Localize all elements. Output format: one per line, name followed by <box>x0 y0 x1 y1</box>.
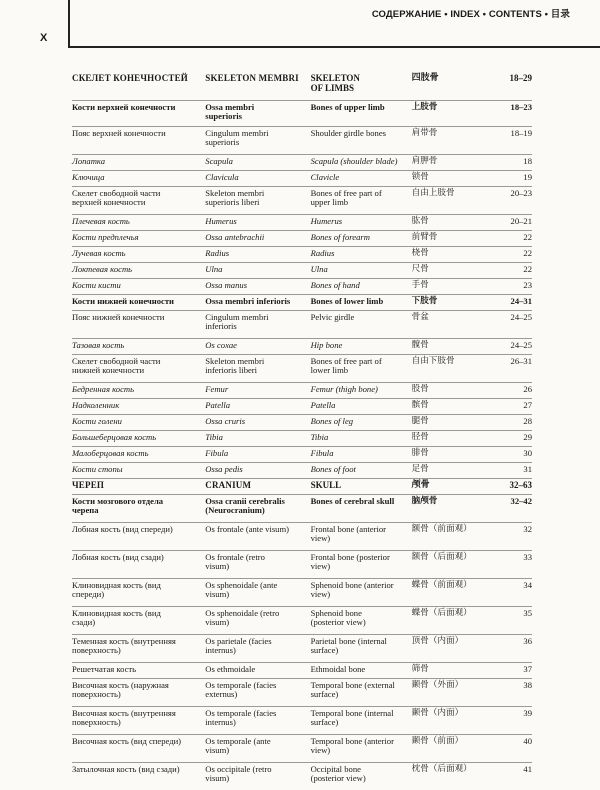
contents-row <box>72 398 532 414</box>
page-range: 36 <box>489 634 532 662</box>
latin-title: Humerus <box>205 214 310 230</box>
russian-title: Лучевая кость <box>72 246 205 262</box>
page-range: 22 <box>489 262 532 278</box>
english-title: Bones of foot <box>311 462 412 478</box>
contents-row <box>72 430 532 446</box>
russian-title: Малоберцовая кость <box>72 446 205 462</box>
english-title: Temporal bone (anterior view) <box>311 734 412 762</box>
english-title: Humerus <box>311 214 412 230</box>
latin-title: Cingulum membri inferioris <box>205 310 310 338</box>
russian-title: Надколенник <box>72 398 205 414</box>
english-title: Temporal bone (external surface) <box>311 678 412 706</box>
english-title: Hip bone <box>311 338 412 354</box>
chinese-title: 筛骨 <box>412 662 489 678</box>
chinese-title: 足骨 <box>412 462 489 478</box>
chinese-title: 前臂骨 <box>412 230 489 246</box>
chinese-title: 颅骨 <box>412 478 489 494</box>
chinese-title: 髋骨 <box>412 338 489 354</box>
header-rule <box>68 46 600 48</box>
latin-title: Scapula <box>205 154 310 170</box>
page-range: 19 <box>489 170 532 186</box>
chinese-title: 自由上肢骨 <box>412 186 489 214</box>
contents-row <box>72 126 532 154</box>
contents-row <box>72 278 532 294</box>
page-range: 41 <box>489 762 532 790</box>
english-title: Bones of forearm <box>311 230 412 246</box>
english-title: Fibula <box>311 446 412 462</box>
contents-row <box>72 734 532 762</box>
chinese-title: 肱骨 <box>412 214 489 230</box>
english-title: Bones of hand <box>311 278 412 294</box>
english-title: Pelvic girdle <box>311 310 412 338</box>
russian-title: Затылочная кость (вид сзади) <box>72 762 205 790</box>
latin-title: Os temporale (facies externus) <box>205 678 310 706</box>
page-range: 18–29 <box>509 73 532 83</box>
chinese-title: 骨盆 <box>412 310 489 338</box>
russian-title: Решетчатая кость <box>72 662 205 678</box>
english-title: SKELETON OF LIMBS <box>310 73 360 93</box>
russian-title: СКЕЛЕТ КОНЕЧНОСТЕЙ <box>72 73 188 83</box>
contents-row <box>72 634 532 662</box>
page-range: 35 <box>489 606 532 634</box>
english-title: Radius <box>311 246 412 262</box>
contents-row <box>72 262 532 278</box>
english-title: Femur (thigh bone) <box>311 382 412 398</box>
contents-row <box>72 294 532 310</box>
page-number: X <box>40 32 48 44</box>
page-range: 26–31 <box>489 354 532 382</box>
russian-title: Кости нижней конечности <box>72 294 205 310</box>
page-range: 27 <box>489 398 532 414</box>
contents-row <box>72 578 532 606</box>
russian-title: Большеберцовая кость <box>72 430 205 446</box>
chinese-title: 上肢骨 <box>412 100 489 126</box>
chinese-title: 额骨（前面观） <box>412 522 489 550</box>
page-range: 37 <box>489 662 532 678</box>
contents-row <box>72 72 532 100</box>
latin-title: Os frontale (ante visum) <box>205 522 310 550</box>
english-title: Frontal bone (anterior view) <box>311 522 412 550</box>
page-range: 34 <box>489 578 532 606</box>
contents-row <box>72 706 532 734</box>
contents-row <box>72 662 532 678</box>
chinese-title: 蝶骨（后面观） <box>412 606 489 634</box>
english-title: Shoulder girdle bones <box>311 126 412 154</box>
english-title: Bones of lower limb <box>311 294 412 310</box>
english-title: Bones of cerebral skull <box>311 494 412 522</box>
english-title: Sphenoid bone (anterior view) <box>311 578 412 606</box>
latin-title: Clavicula <box>205 170 310 186</box>
russian-title: Лобная кость (вид сзади) <box>72 550 205 578</box>
english-title: SKULL <box>311 478 412 494</box>
page-range: 22 <box>489 230 532 246</box>
russian-title: Лобная кость (вид спереди) <box>72 522 205 550</box>
page-range: 33 <box>489 550 532 578</box>
chinese-title: 颞骨（外面） <box>412 678 489 706</box>
page-range: 24–25 <box>489 338 532 354</box>
latin-title: SKELETON MEMBRI <box>205 73 299 83</box>
russian-title: Скелет свободной части нижней конечности <box>72 354 205 382</box>
page-header <box>0 0 600 48</box>
russian-title: Ключица <box>72 170 205 186</box>
page-range: 39 <box>489 706 532 734</box>
chinese-title: 脑颅骨 <box>412 494 489 522</box>
russian-title: ЧЕРЕП <box>72 478 205 494</box>
header-title: СОДЕРЖАНИЕ • INDEX • CONTENTS • 目录 <box>371 9 570 20</box>
chinese-title: 腿骨 <box>412 414 489 430</box>
latin-title: Os parietale (facies internus) <box>205 634 310 662</box>
contents-row <box>72 338 532 354</box>
page-range: 29 <box>489 430 532 446</box>
russian-title: Височная кость (наружная поверхность) <box>72 678 205 706</box>
russian-title: Височная кость (вид спереди) <box>72 734 205 762</box>
page-range: 40 <box>489 734 532 762</box>
latin-title: Radius <box>205 246 310 262</box>
russian-title: Локтевая кость <box>72 262 205 278</box>
contents-row <box>72 354 532 382</box>
contents-row <box>72 154 532 170</box>
contents-row <box>72 762 532 790</box>
latin-title: Os ethmoidale <box>205 662 310 678</box>
page-range: 24–25 <box>489 310 532 338</box>
russian-title: Кости голени <box>72 414 205 430</box>
russian-title: Височная кость (внутренняя поверхность) <box>72 706 205 734</box>
russian-title: Кости предплечья <box>72 230 205 246</box>
page-range: 20–21 <box>489 214 532 230</box>
chinese-title: 锁骨 <box>412 170 489 186</box>
contents-table <box>72 72 532 790</box>
page-range: 18 <box>489 154 532 170</box>
contents-row <box>72 214 532 230</box>
russian-title: Кости стопы <box>72 462 205 478</box>
latin-title: Os temporale (facies internus) <box>205 706 310 734</box>
latin-title: Os frontale (retro visum) <box>205 550 310 578</box>
chinese-title: 股骨 <box>412 382 489 398</box>
latin-title: Cingulum membri superioris <box>205 126 310 154</box>
latin-title: Os coxae <box>205 338 310 354</box>
page-range: 18–19 <box>489 126 532 154</box>
contents-row <box>72 246 532 262</box>
contents-row <box>72 382 532 398</box>
english-title: Tibia <box>311 430 412 446</box>
latin-title: Patella <box>205 398 310 414</box>
chinese-title: 腓骨 <box>412 446 489 462</box>
english-title: Scapula (shoulder blade) <box>311 154 412 170</box>
english-title: Bones of upper limb <box>311 100 412 126</box>
russian-title: Кости мозгового отдела черепа <box>72 494 205 522</box>
latin-title: Ossa membri superioris <box>205 100 310 126</box>
english-title: Bones of leg <box>311 414 412 430</box>
latin-title: Skeleton membri inferioris liberi <box>205 354 310 382</box>
russian-title: Клиновидная кость (вид спереди) <box>72 578 205 606</box>
latin-title: Skeleton membri superioris liberi <box>205 186 310 214</box>
contents-row <box>72 414 532 430</box>
page-range: 20–23 <box>489 186 532 214</box>
russian-title: Кости верхней конечности <box>72 100 205 126</box>
chinese-title: 颞骨（前面） <box>412 734 489 762</box>
english-title: Temporal bone (internal surface) <box>311 706 412 734</box>
chinese-title: 胫骨 <box>412 430 489 446</box>
latin-title: Os temporale (ante visum) <box>205 734 310 762</box>
english-title: Frontal bone (posterior view) <box>311 550 412 578</box>
russian-title: Пояс верхней конечности <box>72 126 205 154</box>
latin-title: Fibula <box>205 446 310 462</box>
english-title: Sphenoid bone (posterior view) <box>311 606 412 634</box>
chinese-title: 枕骨（后面观） <box>412 762 489 790</box>
page-range: 38 <box>489 678 532 706</box>
contents-row <box>72 186 532 214</box>
chinese-title: 桡骨 <box>412 246 489 262</box>
latin-title: Tibia <box>205 430 310 446</box>
latin-title: Ossa manus <box>205 278 310 294</box>
page-range: 30 <box>489 446 532 462</box>
english-title: Bones of free part of upper limb <box>311 186 412 214</box>
latin-title: Os occipitale (retro visum) <box>205 762 310 790</box>
chinese-title: 髌骨 <box>412 398 489 414</box>
latin-title: Ossa cranii cerebralis (Neurocranium) <box>205 494 310 522</box>
chinese-title: 颞骨（内面） <box>412 706 489 734</box>
english-title: Ulna <box>311 262 412 278</box>
russian-title: Бедренная кость <box>72 382 205 398</box>
page-range: 18–23 <box>489 100 532 126</box>
chinese-title: 肩带骨 <box>412 126 489 154</box>
russian-title: Скелет свободной части верхней конечности <box>72 186 205 214</box>
chinese-title: 蝶骨（前面观） <box>412 578 489 606</box>
russian-title: Плечевая кость <box>72 214 205 230</box>
contents-row <box>72 678 532 706</box>
english-title: Clavicle <box>311 170 412 186</box>
header-vertical-rule <box>68 0 70 47</box>
chinese-title: 尺骨 <box>412 262 489 278</box>
page-range: 22 <box>489 246 532 262</box>
chinese-title: 四肢骨 <box>411 73 439 83</box>
latin-title: Os sphenoidale (ante visum) <box>205 578 310 606</box>
english-title: Parietal bone (internal surface) <box>311 634 412 662</box>
page-range: 28 <box>489 414 532 430</box>
russian-title: Тазовая кость <box>72 338 205 354</box>
latin-title: Os sphenoidale (retro visum) <box>205 606 310 634</box>
chinese-title: 下肢骨 <box>412 294 489 310</box>
russian-title: Теменная кость (внутренняя поверхность) <box>72 634 205 662</box>
page-range: 23 <box>489 278 532 294</box>
latin-title: Ossa cruris <box>205 414 310 430</box>
contents-row <box>72 446 532 462</box>
page-range: 32 <box>489 522 532 550</box>
english-title: Occipital bone (posterior view) <box>311 762 412 790</box>
page-range: 32–63 <box>489 478 532 494</box>
latin-title: Ossa antebrachii <box>205 230 310 246</box>
russian-title: Клиновидная кость (вид сзади) <box>72 606 205 634</box>
chinese-title: 手骨 <box>412 278 489 294</box>
russian-title: Лопатка <box>72 154 205 170</box>
contents-row <box>72 170 532 186</box>
page-range: 31 <box>489 462 532 478</box>
contents-row <box>72 230 532 246</box>
contents-row <box>72 310 532 338</box>
chinese-title: 顶骨（内面） <box>412 634 489 662</box>
contents-row <box>72 550 532 578</box>
latin-title: Ulna <box>205 262 310 278</box>
contents-row <box>72 100 532 126</box>
contents-row <box>72 522 532 550</box>
russian-title: Кости кисти <box>72 278 205 294</box>
contents-row <box>72 494 532 522</box>
latin-title: Ossa pedis <box>205 462 310 478</box>
english-title: Patella <box>311 398 412 414</box>
russian-title: Пояс нижней конечности <box>72 310 205 338</box>
page-range: 24–31 <box>489 294 532 310</box>
latin-title: Ossa membri inferioris <box>205 294 310 310</box>
page-range: 32–42 <box>489 494 532 522</box>
latin-title: Femur <box>205 382 310 398</box>
contents-row <box>72 478 532 494</box>
contents-row <box>72 606 532 634</box>
chinese-title: 肩胛骨 <box>412 154 489 170</box>
english-title: Ethmoidal bone <box>311 662 412 678</box>
chinese-title: 自由下肢骨 <box>412 354 489 382</box>
english-title: Bones of free part of lower limb <box>311 354 412 382</box>
latin-title: CRANIUM <box>205 478 310 494</box>
chinese-title: 额骨（后面观） <box>412 550 489 578</box>
contents-row <box>72 462 532 478</box>
page-range: 26 <box>489 382 532 398</box>
